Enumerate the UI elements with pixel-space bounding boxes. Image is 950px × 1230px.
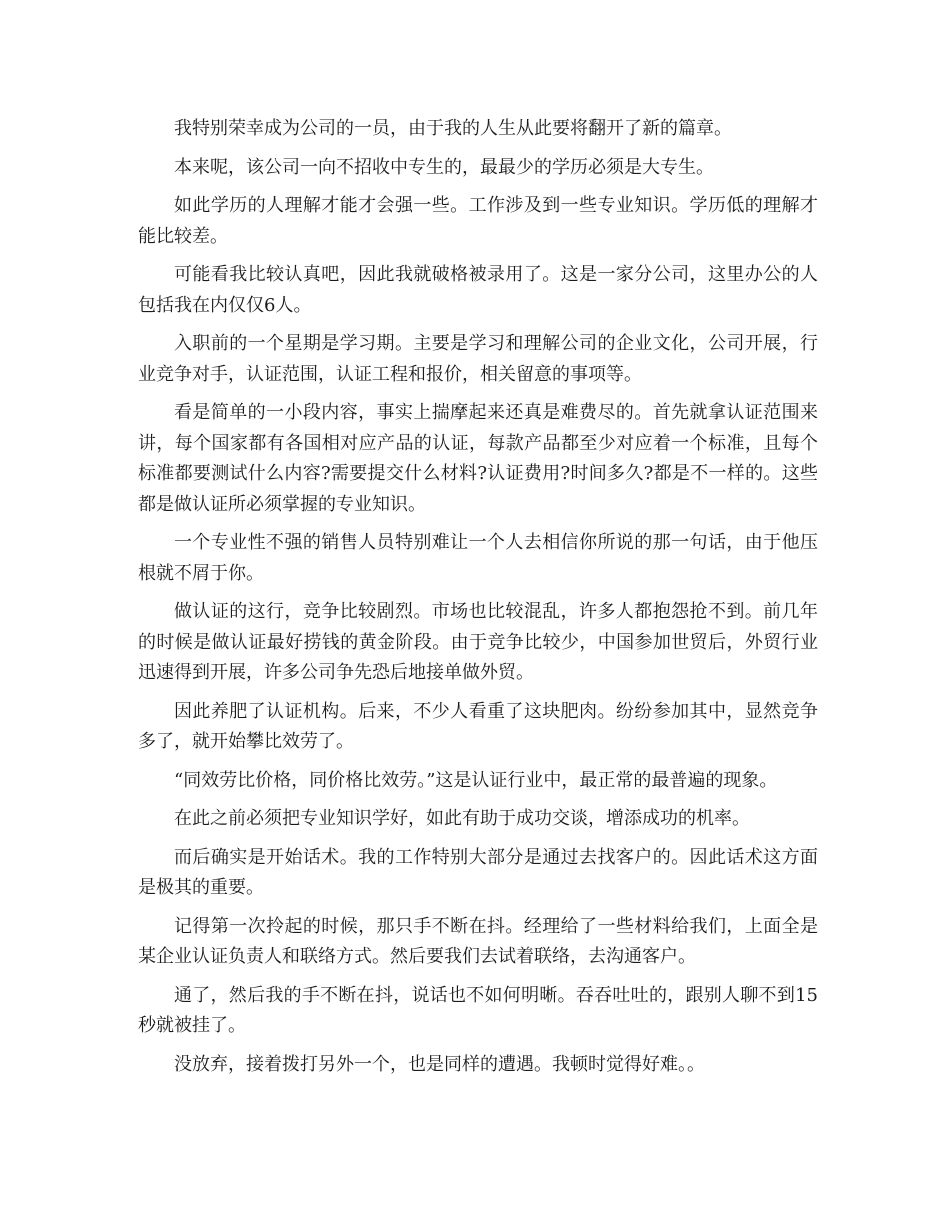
paragraph-15: 没放弃，接着拨打另外一个，也是同样的遭遇。我顿时觉得好难。。 [174, 1053, 705, 1075]
paragraph-11: 在此之前必须把专业知识学好，如此有助于成功交谈，增添成功的机率。 [174, 808, 750, 829]
paragraph-4: 可能看我比较认真吧，因此我就破格被录用了。这是一家分公司，这里办公的人包括我在内仅仅6人。 [138, 264, 818, 316]
paragraph-12: 而后确实是开始话术。我的工作特别大部分是通过去找客户的。因此话术这方面是极其的重要。 [138, 846, 818, 898]
paragraph-14: 通了，然后我的手不断在抖，说话也不如何明晰。吞吞吐吐的，跟别人聊不到15秒就被挂了。 [138, 984, 818, 1036]
paragraph-1: 我特别荣幸成为公司的一员，由于我的人生从此要将翻开了新的篇章。 [174, 118, 732, 139]
paragraph-13: 记得第一次拎起的时候，那只手不断在抖。经理给了一些材料给我们，上面全是某企业认证负责人和联络方式。然后要我们去试着联络，去沟通客户。 [138, 915, 818, 967]
paragraph-8: 做认证的这行，竞争比较剧烈。市场也比较混乱，许多人都抱怨抢不到。前几年的时候是做认证最好捞钱的黄金阶段。由于竞争比较少，中国参加世贸后，外贸行业迅速得到开展，许多公司争先恐后地接单做外贸。 [138, 601, 818, 683]
paragraph-5: 入职前的一个星期是学习期。主要是学习和理解公司的企业文化，公司开展，行业竞争对手，认证范围，认证工程和报价，相关留意的事项等。 [138, 333, 818, 385]
document-page [138, 114, 818, 1088]
paragraph-7: 一个专业性不强的销售人员特别难让一个人去相信你所说的那一句话，由于他压根就不屑于你。 [138, 532, 818, 584]
paragraph-9: 因此养肥了认证机构。后来，不少人看重了这块肥肉。纷纷参加其中，显然竞争多了，就开始攀比效劳了。 [138, 700, 818, 752]
paragraph-10: “同效劳比价格，同价格比效劳。”这是认证行业中，最正常的最普遍的现象。 [174, 769, 778, 791]
paragraph-6: 看是简单的一小段内容，事实上揣摩起来还真是难费尽的。首先就拿认证范围来讲，每个国家都有各国相对应产品的认证，每款产品都至少对应着一个标准，且每个标准都要测试什么内容?需要提交什么材料?认证费用?时间多久?都是不一样的。这些都是做认证所必须掌握的专业知识。 [138, 402, 818, 515]
paragraph-2: 本来呢，该公司一向不招收中专生的，最最少的学历必须是大专生。 [174, 156, 714, 178]
paragraph-3: 如此学历的人理解才能才会强一些。工作涉及到一些专业知识。学历低的理解才能比较差。 [138, 195, 818, 247]
